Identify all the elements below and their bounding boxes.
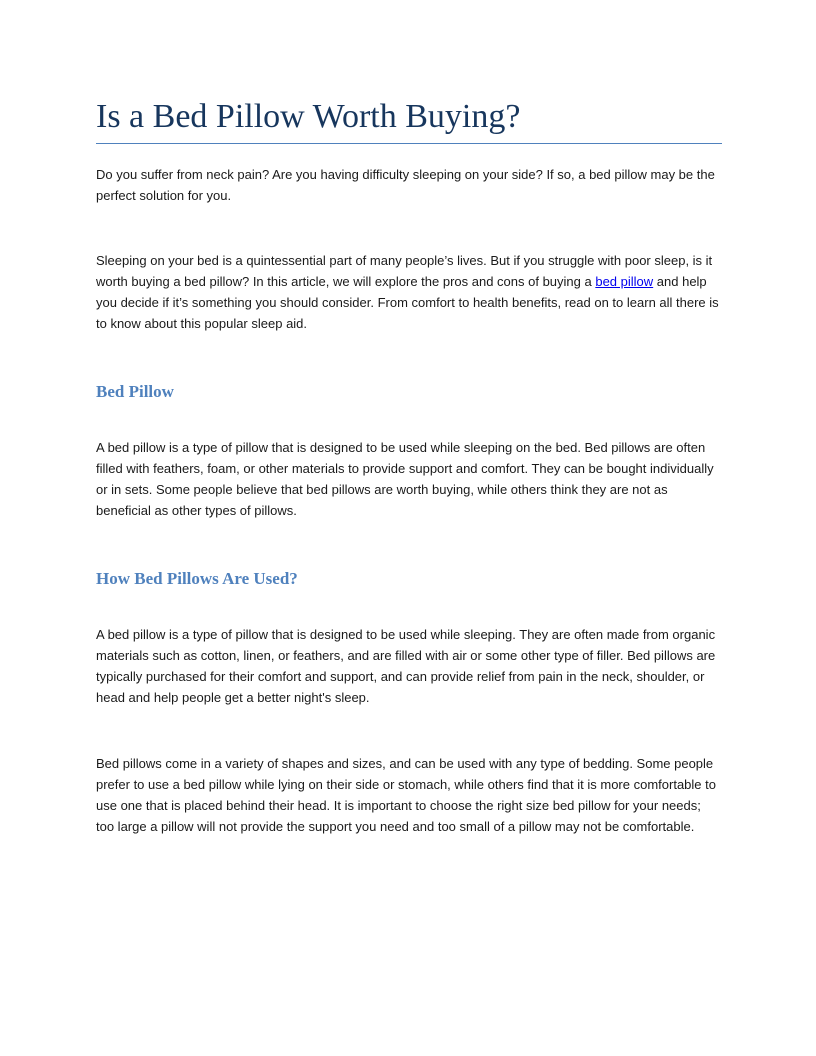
section-paragraph: A bed pillow is a type of pillow that is designed to be used while sleeping. They are often made from organic materials such as cotton, linen, or feathers, and are filled with air or some other type of filler. Bed pillows are typically purchased for their comfort and support, and can provide relief from pain in the neck, shoulder, or head and help people get a better night's sleep. (96, 627, 716, 705)
intro-paragraph: Do you suffer from neck pain? Are you having difficulty sleeping on your side? If so, a bed pillow may be the perfect solution for you. (96, 167, 715, 203)
paragraph-text: Sleeping on your bed is a quintessential part of many people’s lives. But if you struggle with poor sleep, is it worth buying a bed pillow? In this article, we will explore the pros and cons of buying a (96, 253, 713, 289)
section-heading-how-used: How Bed Pillows Are Used? (96, 569, 298, 588)
section-paragraph: Bed pillows come in a variety of shapes and sizes, and can be used with any type of bedding. Some people prefer to use a bed pillow while lying on their side or stomach, while others find that it is more comfortable to use one that is placed behind their head. It is important to choose the right size bed pillow for your needs; too large a pillow will not provide the support you need and too small of a pillow may not be comfortable. (96, 756, 716, 834)
paragraph-text: and help you decide if it’s something you should consider. From comfort to health benefits, read on to learn all there is to know about this popular sleep aid. (96, 274, 719, 331)
page-title: Is a Bed Pillow Worth Buying? (96, 95, 722, 144)
section-heading-bed-pillow: Bed Pillow (96, 382, 174, 401)
section-paragraph: A bed pillow is a type of pillow that is designed to be used while sleeping on the bed. Bed pillows are often filled with feathers, foam, or other materials to provide support and comfort. They can be bought individually or in sets. Some people believe that bed pillows are worth buying, while others think they are not as beneficial as other types of pillows. (96, 440, 714, 518)
body-paragraph-2 (96, 250, 722, 334)
bed-pillow-link[interactable]: bed pillow (595, 274, 654, 289)
